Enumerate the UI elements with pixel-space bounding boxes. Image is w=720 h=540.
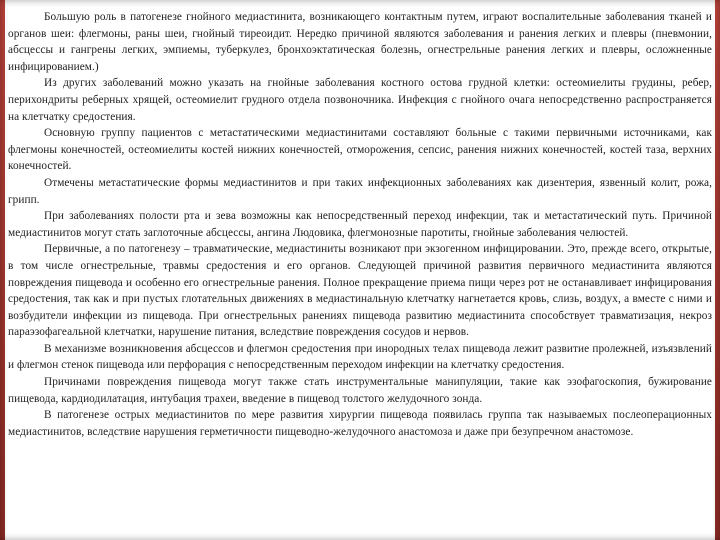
paragraph-4: Отмечены метастатические формы медиастинитов и при таких инфекционных заболеваниях как дизентерия, язвенный колит, рожа, грипп. <box>8 176 712 206</box>
paragraph-6: Первичные, а по патогенезу – травматические, медиастиниты возникают при экзогенном инфицировании. Это, прежде всего, открытые, в том числе огнестрельные, травмы средостения и его органов. Следующей причиной развития первичного медиастинита являются повреждения пищевода и особенно его огнестрельные ранения. Полное прекращение приема пищи через рот не останавливает инфицирования средостения, так как и при пустых глотательных движениях в медиастинальную клетчатку нагнетается кровь, слизь, воздух, а вместе с ними и возбудители инфекции из пищевода. При огнестрельных ранениях пищевода развитию медиастинита способствует травматизация, некроз параэзофагеальной клетчатки, нарушение питания, вследствие повреждения сосудов и нервов. <box>8 243 712 339</box>
right-accent-strip <box>715 0 720 540</box>
paragraph-2: Из других заболеваний можно указать на гнойные заболевания костного остова грудной клетки: остеомиелиты грудины, ребер, перихондриты реберных хрящей, остеомиелит грудного отдела позвоночника. Инфекция с гнойного очага непосредственно распространяется на клетчатку средостения. <box>8 77 712 123</box>
paragraph-5: При заболеваниях полости рта и зева возможны как непосредственный переход инфекции, так и метастатический путь. Причиной медиастинитов могут стать заглоточные абсцессы, ангина Людовика, флегмонозные паротиты, гнойные заболевания челюстей. <box>8 210 712 239</box>
document-body <box>8 9 712 536</box>
paragraph-1: Большую роль в патогенезе гнойного медиастинита, возникающего контактным путем, играют воспалительные заболевания тканей и органов шеи: флегмоны, раны шеи, гнойный тиреоидит. Нередко причиной являются заболевания и ранения легких и плевры (пневмонии, абсцессы и гангрены легких, эмпиемы, туберкулез, бронхоэктатическая болезнь, огнестрельные ранения легких и плевры, осложненные инфицированием.) <box>8 11 712 73</box>
paragraph-7: В механизме возникновения абсцессов и флегмон средостения при инородных телах пищевода лежит развитие пролежней, изъязвлений и флегмон стенок пищевода или перфорация с непосредственным переходом инфекции на клетчатку средостения. <box>8 342 712 372</box>
paragraph-3: Основную группу пациентов с метастатическими медиастинитами составляют больные с такими первичными источниками, как флегмоны конечностей, остеомиелиты костей нижних конечностей, отморожения, сепсис, ранения нижних конечностей, костей таза, верхних конечностей. <box>8 127 712 173</box>
paragraph-9: В патогенезе острых медиастинитов по мере развития хирургии пищевода появилась группа так называемых послеоперационных медиастинитов, вследствие нарушения герметичности пищеводно-желудочного анастомоза и даже при безупречном анастомозе. <box>8 409 712 438</box>
paragraph-8: Причинами повреждения пищевода могут также стать инструментальные манипуляции, такие как эзофагоскопия, бужирование пищевода, кардиодилатация, интубация трахеи, введение в пищевод толстого желудочного зонда. <box>8 376 712 405</box>
left-accent-strip <box>0 0 5 540</box>
